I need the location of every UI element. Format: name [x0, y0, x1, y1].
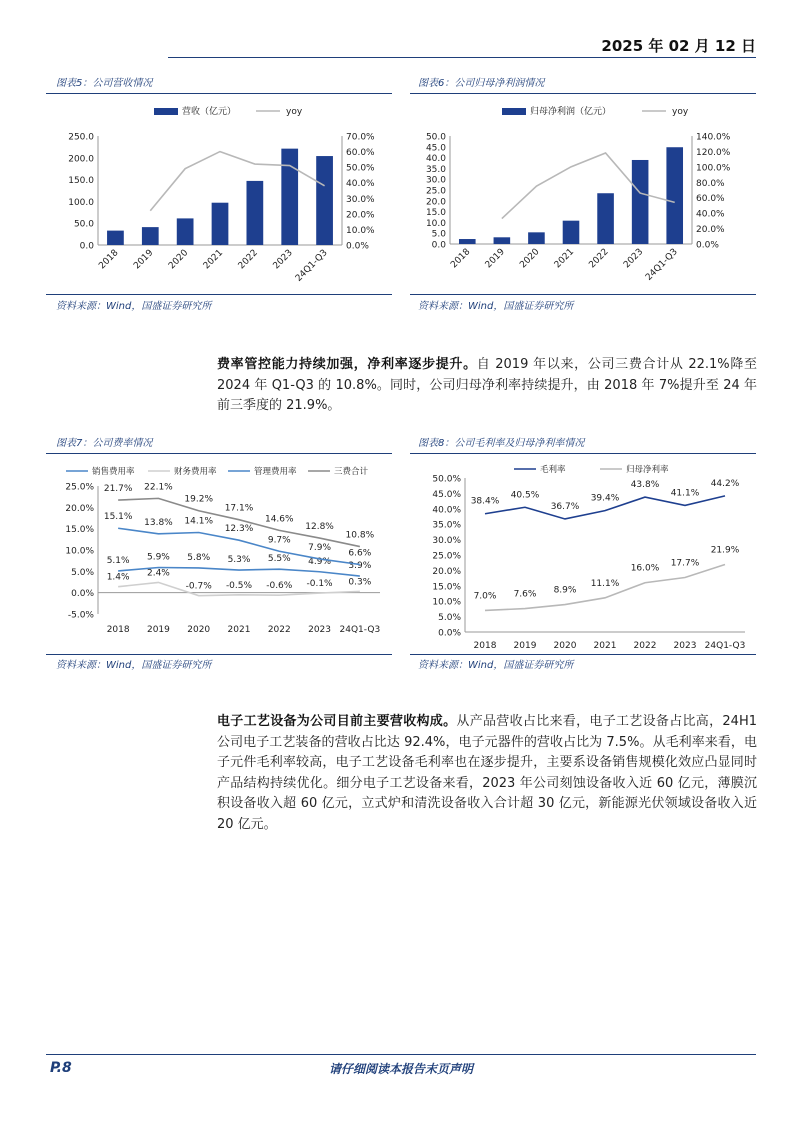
legend-label: 三费合计: [334, 467, 369, 477]
bar: [246, 181, 263, 245]
x-tick-label: 2019: [132, 248, 156, 272]
fig7-title: 图表7：公司费率情况: [56, 438, 153, 449]
data-label: -0.7%: [185, 581, 212, 592]
y2-tick-label: 10.0%: [346, 225, 375, 236]
data-label: -0.1%: [306, 579, 333, 590]
x-tick-label: 2021: [593, 641, 617, 651]
bar: [597, 193, 614, 244]
bar: [316, 156, 333, 245]
y-tick-label: 35.0: [425, 164, 446, 175]
x-tick-label: 2021: [201, 248, 226, 272]
x-tick-label: 2019: [483, 247, 507, 271]
data-label: 8.9%: [553, 585, 577, 596]
data-label: 12.3%: [224, 524, 254, 535]
header-divider: [168, 57, 756, 58]
data-label: 40.5%: [510, 490, 540, 501]
y-tick-label: 25.0: [425, 186, 446, 197]
data-label: 36.7%: [550, 501, 580, 512]
x-tick-label: 2023: [673, 641, 697, 651]
y-tick-label: 45.0: [425, 143, 446, 154]
fig7-expense-ratio-chart: [46, 456, 392, 652]
data-label: 5.3%: [227, 555, 251, 566]
data-label: 41.1%: [670, 488, 700, 499]
y-tick-label: 30.0: [425, 175, 446, 186]
y-tick-label: -5.0%: [67, 610, 94, 621]
legend-label: 财务费用率: [174, 467, 217, 477]
fig6-source: 资料来源：Wind，国盛证券研究所: [418, 301, 574, 312]
y-tick-label: 15.0%: [65, 525, 94, 536]
y2-tick-label: 50.0%: [346, 163, 375, 174]
fig8-title: 图表8：公司毛利率及归母净利率情况: [418, 438, 585, 449]
y2-tick-label: 120.0%: [696, 147, 731, 158]
paragraph-1-body: 自 2019 年以来，公司三费合计从 22.1%降至 2024 年 Q1-Q3 的 10.8%。同时，公司归母净利率持续提升，由 2018 年 7%提升至 24 年前三季度的 21.9%。: [217, 357, 757, 413]
data-label: 5.5%: [267, 554, 291, 565]
data-label: 0.3%: [348, 577, 372, 588]
x-tick-label: 2022: [587, 247, 611, 271]
y-tick-label: 20.0%: [432, 566, 461, 577]
y-tick-label: 40.0%: [432, 505, 461, 516]
legend-line-label: yoy: [672, 107, 689, 117]
paragraph-1-lead: 费率管控能力持续加强，净利率逐步提升。: [217, 357, 477, 372]
y-tick-label: 100.0: [68, 197, 94, 208]
fig6-bottom-rule: [410, 294, 756, 295]
y-tick-label: 0.0%: [71, 589, 94, 600]
x-tick-label: 2018: [106, 625, 130, 635]
y2-tick-label: 40.0%: [346, 179, 375, 190]
data-label: 10.8%: [345, 530, 375, 541]
data-label: 44.2%: [710, 478, 740, 489]
paragraph-2-lead: 电子工艺设备为公司目前主要营收构成。: [217, 714, 457, 729]
x-tick-label: 2018: [449, 247, 473, 271]
data-label: 7.6%: [513, 589, 537, 600]
bar: [212, 203, 229, 245]
y-tick-label: 5.0: [431, 229, 446, 240]
paragraph-2-body: 从产品营收占比来看，电子工艺设备占比高，24H1 公司电子工艺装备的营收占比达 92.4%，电子元器件的营收占比为 7.5%。从毛利率来看，电子元件毛利率较高，电子工艺设备毛利率也在逐步提升，主要系设备销售规模化效应凸显同时产品结构持续优化。细分电子工艺设备来看，2023 年公司刻蚀设备收入近 60 亿元，薄膜沉积设备收入超 60 亿元，立式炉和清洗设备收入合计超 30 亿元，新能源光伏领域设备收入近 20 亿元。: [217, 714, 757, 832]
report-date: 2025 年 02 月 12 日: [601, 37, 756, 55]
data-label: 2.4%: [146, 568, 170, 579]
data-label: 4.9%: [308, 556, 332, 567]
data-label: 5.1%: [106, 555, 130, 566]
x-tick-label: 2022: [633, 641, 657, 651]
bar: [563, 221, 580, 244]
data-label: 9.7%: [267, 535, 291, 546]
y-tick-label: 150.0: [68, 176, 94, 187]
data-label: 19.2%: [184, 494, 214, 505]
data-label: 39.4%: [590, 493, 620, 504]
fig8-bottom-rule: [410, 654, 756, 655]
fig8-margin-chart: [410, 456, 756, 652]
x-tick-label: 2023: [621, 247, 646, 271]
fig5-bottom-rule: [46, 294, 392, 295]
y-tick-label: 5.0%: [438, 613, 461, 624]
y-tick-label: 30.0%: [432, 536, 461, 547]
bar: [107, 231, 124, 245]
fig6-net-profit-chart: [410, 96, 756, 292]
fig6-top-rule: [410, 93, 756, 94]
y2-tick-label: 20.0%: [696, 225, 725, 236]
y-tick-label: 50.0: [73, 219, 94, 230]
x-tick-label: 2019: [146, 625, 170, 635]
bar: [528, 232, 545, 244]
data-label: 7.0%: [473, 591, 497, 602]
y2-tick-label: 100.0%: [696, 163, 731, 174]
y2-tick-label: 20.0%: [346, 210, 375, 221]
y2-tick-label: 140.0%: [696, 132, 731, 143]
x-tick-label: 2018: [473, 641, 497, 651]
y-tick-label: 250.0: [68, 132, 94, 143]
bar: [494, 237, 511, 244]
data-label: 43.8%: [630, 480, 660, 491]
data-label: 14.6%: [264, 514, 294, 525]
x-tick-label: 2018: [97, 248, 121, 272]
y-tick-label: 25.0%: [432, 551, 461, 562]
bar: [142, 227, 159, 245]
page-number: P.8: [50, 1060, 72, 1076]
x-tick-label: 2020: [166, 248, 191, 272]
x-tick-label: 24Q1-Q3: [644, 247, 680, 283]
y-tick-label: 15.0: [425, 208, 446, 219]
x-tick-label: 2019: [513, 641, 537, 651]
legend-label: 归母净利率: [626, 465, 669, 475]
x-tick-label: 2023: [308, 625, 332, 635]
x-tick-label: 2020: [518, 247, 542, 271]
paragraph-revenue-composition: [217, 712, 757, 835]
fig7-top-rule: [46, 453, 392, 454]
x-tick-label: 2023: [271, 248, 295, 272]
y-tick-label: 25.0%: [65, 482, 94, 493]
x-tick-label: 2020: [553, 641, 577, 651]
bar: [177, 218, 194, 245]
y-tick-label: 20.0%: [65, 503, 94, 514]
y2-tick-label: 30.0%: [346, 194, 375, 205]
bar: [281, 149, 298, 245]
y2-tick-label: 40.0%: [696, 209, 725, 220]
y-tick-label: 5.0%: [71, 567, 94, 578]
fig7-source: 资料来源：Wind，国盛证券研究所: [56, 660, 212, 671]
data-label: 5.9%: [146, 552, 170, 563]
y-tick-label: 10.0: [425, 218, 446, 229]
fig8-top-rule: [410, 453, 756, 454]
data-label: -0.6%: [266, 581, 293, 592]
y-tick-label: 50.0%: [432, 474, 461, 485]
y-tick-label: 0.0%: [438, 628, 461, 639]
y-tick-label: 20.0: [425, 197, 446, 208]
footer-divider: [46, 1054, 756, 1055]
data-label: 5.8%: [187, 552, 211, 563]
legend-bar-swatch: [502, 108, 526, 115]
x-tick-label: 2022: [236, 248, 260, 272]
y-tick-label: 40.0: [425, 154, 446, 165]
fig5-top-rule: [46, 93, 392, 94]
yoy-line: [502, 153, 675, 219]
data-label: 17.7%: [670, 558, 700, 569]
fig7-bottom-rule: [46, 654, 392, 655]
y-tick-label: 200.0: [68, 154, 94, 165]
legend-bar-swatch: [154, 108, 178, 115]
fig5-source: 资料来源：Wind，国盛证券研究所: [56, 301, 212, 312]
data-label: 3.9%: [348, 561, 372, 572]
data-label: 22.1%: [144, 482, 173, 493]
y-tick-label: 15.0%: [432, 582, 461, 593]
y-tick-label: 10.0%: [65, 546, 94, 557]
x-tick-label: 2021: [552, 247, 577, 271]
fig5-title: 图表5：公司营收情况: [56, 78, 153, 89]
y2-tick-label: 0.0%: [696, 240, 719, 251]
data-label: 12.8%: [305, 522, 334, 533]
y-tick-label: 10.0%: [432, 597, 461, 608]
fig8-source: 资料来源：Wind，国盛证券研究所: [418, 660, 574, 671]
y-tick-label: 35.0%: [432, 520, 461, 531]
data-label: 21.9%: [710, 545, 740, 556]
bar: [666, 147, 683, 244]
legend-label: 销售费用率: [92, 467, 135, 477]
data-label: 14.1%: [184, 516, 214, 527]
y2-tick-label: 80.0%: [696, 178, 725, 189]
legend-line-label: yoy: [286, 107, 303, 117]
y-tick-label: 45.0%: [432, 489, 461, 500]
x-tick-label: 24Q1-Q3: [339, 625, 381, 635]
legend-bar-label: 归母净利润（亿元）: [530, 107, 612, 117]
fig5-revenue-chart: [46, 96, 392, 292]
x-tick-label: 24Q1-Q3: [293, 248, 330, 284]
y-tick-label: 0.0: [79, 241, 94, 252]
data-label: 6.6%: [348, 548, 372, 559]
fig6-title: 图表6：公司归母净利润情况: [418, 78, 545, 89]
x-tick-label: 2022: [267, 625, 291, 635]
bar: [632, 160, 649, 244]
bar: [459, 239, 476, 244]
data-label: 11.1%: [590, 578, 620, 589]
data-label: 13.8%: [144, 517, 173, 528]
y-tick-label: 50.0: [425, 132, 446, 143]
data-label: -0.5%: [225, 580, 253, 591]
x-tick-label: 2021: [227, 625, 251, 635]
y-tick-label: 0.0: [431, 240, 446, 251]
legend-bar-label: 营收（亿元）: [182, 107, 237, 117]
yoy-line: [150, 152, 324, 211]
x-tick-label: 24Q1-Q3: [704, 641, 746, 651]
data-label: 15.1%: [103, 512, 133, 523]
data-label: 21.7%: [103, 484, 133, 495]
y2-tick-label: 0.0%: [346, 241, 369, 252]
x-tick-label: 2020: [187, 625, 211, 635]
data-label: 1.4%: [106, 572, 130, 583]
data-label: 16.0%: [630, 563, 660, 574]
data-label: 7.9%: [308, 542, 332, 553]
y2-tick-label: 70.0%: [346, 132, 375, 143]
y2-tick-label: 60.0%: [696, 194, 725, 205]
footer-disclaimer: 请仔细阅读本报告末页声明: [328, 1062, 473, 1076]
paragraph-expense-control: [217, 355, 757, 417]
data-label: 17.1%: [224, 503, 254, 514]
legend-label: 毛利率: [540, 465, 566, 475]
data-label: 38.4%: [470, 496, 500, 507]
y2-tick-label: 60.0%: [346, 148, 375, 159]
legend-label: 管理费用率: [254, 467, 297, 477]
